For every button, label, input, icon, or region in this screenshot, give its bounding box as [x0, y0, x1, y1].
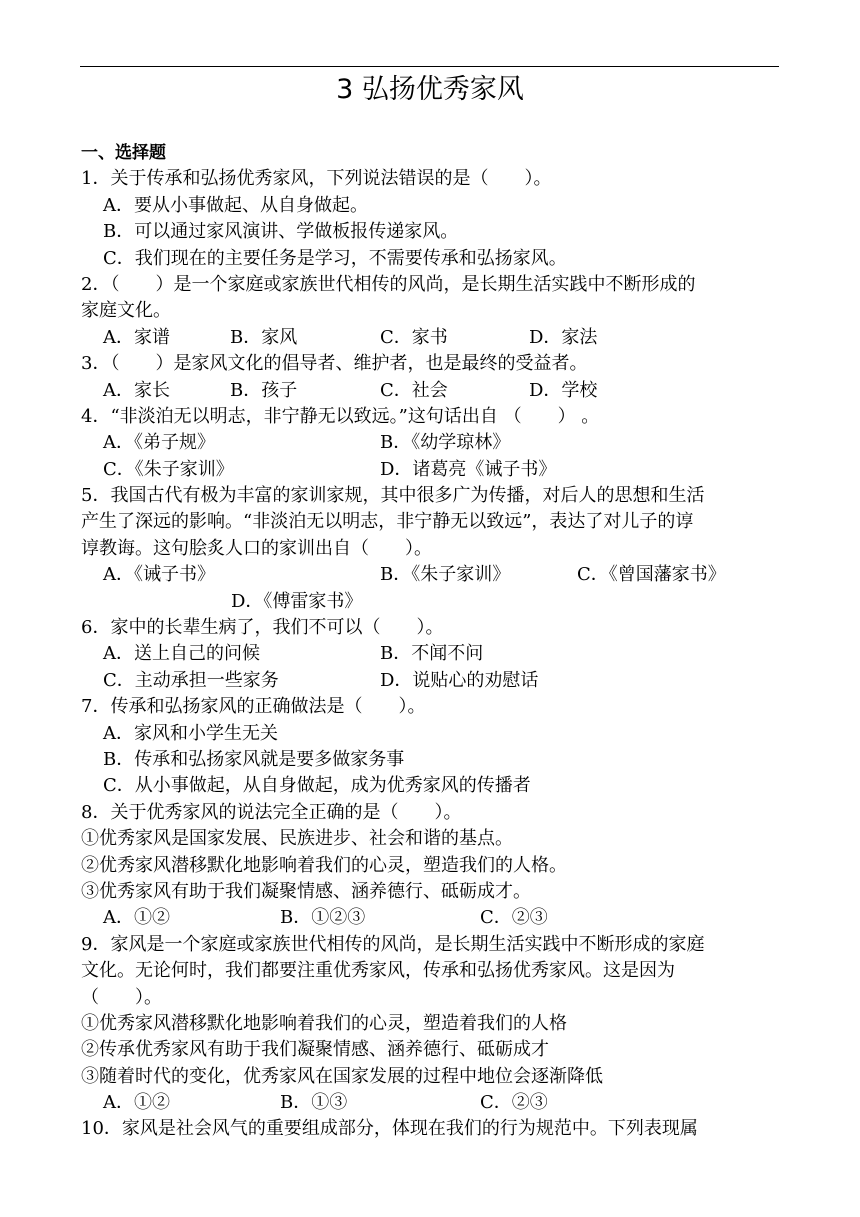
question-5-options-row-2 — [81, 589, 781, 615]
question-9-option-c: C．②③ — [480, 1092, 548, 1114]
question-2-stem-line-1: 2．（ ）是一个家庭或家族世代相传的风尚，是长期生活实践中不断形成的 — [81, 273, 696, 295]
section-title: 一、选择题 — [81, 143, 166, 163]
question-7-option-a: A．家风和小学生无关 — [103, 722, 278, 744]
question-2-option-d: D．家法 — [529, 326, 598, 348]
question-5-stem-line-3: 谆教诲。这句脍炙人口的家训出自（ ）。 — [81, 537, 432, 559]
question-9-stem-line-3: （ ）。 — [81, 986, 162, 1008]
question-3-option-a: A．家长 — [103, 379, 170, 401]
page-title: 3 弘扬优秀家风 — [336, 74, 524, 105]
question-3-option-c: C．社会 — [380, 379, 448, 401]
question-8-option-c: C．②③ — [480, 907, 548, 929]
question-5-option-d: D．《傅雷家书》 — [231, 590, 363, 612]
question-6-stem: 6．家中的长辈生病了，我们不可以（ ）。 — [81, 617, 444, 639]
question-8-option-b: B．①②③ — [280, 907, 366, 929]
question-3-option-b: B．孩子 — [230, 379, 298, 401]
question-5-option-b: B．《朱子家训》 — [380, 564, 511, 586]
question-8-stem: 8．关于优秀家风的说法完全正确的是（ ）。 — [81, 801, 462, 823]
question-4-options-row-2 — [81, 457, 781, 483]
question-1-option-b: B．可以通过家风演讲、学做板报传递家风。 — [103, 221, 459, 243]
question-3-option-d: D．学校 — [529, 379, 598, 401]
question-4-option-a: A．《弟子规》 — [103, 432, 215, 454]
question-9-options — [81, 1090, 781, 1116]
question-8-statement-2: ②优秀家风潜移默化地影响着我们的心灵，塑造我们的人格。 — [81, 854, 567, 876]
question-4-stem: 4．“非淡泊无以明志，非宁静无以致远。”这句话出自 （ ） 。 — [81, 405, 600, 427]
question-6-option-b: B．不闻不问 — [380, 643, 484, 665]
question-7-option-b: B．传承和弘扬家风就是要多做家务事 — [103, 748, 405, 770]
question-8-statement-3: ③优秀家风有助于我们凝聚情感、涵养德行、砥砺成才。 — [81, 880, 531, 902]
question-5-option-a: A．《诫子书》 — [103, 564, 215, 586]
question-1-option-c: C．我们现在的主要任务是学习，不需要传承和弘扬家风。 — [103, 247, 567, 269]
question-7-option-c: C．从小事做起，从自身做起，成为优秀家风的传播者 — [103, 775, 531, 797]
question-list — [81, 140, 781, 1143]
question-5-option-c: C．《曾国藩家书》 — [577, 564, 726, 586]
question-4-option-b: B．《幼学琼林》 — [380, 432, 511, 454]
question-5-stem-line-2: 产生了深远的影响。“非淡泊无以明志，非宁静无以致远”，表达了对儿子的谆 — [81, 511, 694, 533]
question-4-option-c: C．《朱子家训》 — [103, 458, 234, 480]
question-6-options-row-2 — [81, 668, 781, 694]
question-9-option-b: B．①③ — [280, 1092, 348, 1114]
question-3-stem: 3．（ ）是家风文化的倡导者、维护者，也是最终的受益者。 — [81, 353, 588, 375]
question-3-options — [81, 378, 781, 404]
question-7-stem: 7．传承和弘扬家风的正确做法是（ ）。 — [81, 696, 426, 718]
question-2-option-c: C．家书 — [380, 326, 448, 348]
question-2-option-a: A．家谱 — [103, 326, 170, 348]
question-8-option-a: A．①② — [103, 907, 170, 929]
question-9-stem-line-1: 9．家风是一个家庭或家族世代相传的风尚，是长期生活实践中不断形成的家庭 — [81, 933, 705, 955]
question-9-option-a: A．①② — [103, 1092, 170, 1114]
question-9-statement-2: ②传承优秀家风有助于我们凝聚情感、涵养德行、砥砺成才 — [81, 1039, 549, 1061]
question-9-stem-line-2: 文化。无论何时，我们都要注重优秀家风，传承和弘扬优秀家风。这是因为 — [81, 960, 675, 982]
question-6-options-row-1 — [81, 641, 781, 667]
question-5-stem-line-1: 5．我国古代有极为丰富的家训家规，其中很多广为传播，对后人的思想和生活 — [81, 485, 705, 507]
question-2-stem-line-2: 家庭文化。 — [81, 300, 171, 322]
question-4-option-d: D．诸葛亮《诫子书》 — [380, 458, 557, 480]
question-1-option-a: A．要从小事做起、从自身做起。 — [103, 194, 368, 216]
question-8-options — [81, 905, 781, 931]
question-9-statement-1: ①优秀家风潜移默化地影响着我们的心灵，塑造着我们的人格 — [81, 1012, 567, 1034]
question-6-option-c: C．主动承担一些家务 — [103, 669, 279, 691]
header-rule — [80, 66, 779, 67]
question-9-statement-3: ③随着时代的变化，优秀家风在国家发展的过程中地位会逐渐降低 — [81, 1065, 603, 1087]
question-6-option-a: A．送上自己的问候 — [103, 643, 260, 665]
question-2-options — [81, 325, 781, 351]
question-2-option-b: B．家风 — [230, 326, 298, 348]
question-8-statement-1: ①优秀家风是国家发展、民族进步、社会和谐的基点。 — [81, 828, 513, 850]
question-10-stem: 10．家风是社会风气的重要组成部分，体现在我们的行为规范中。下列表现属 — [81, 1118, 698, 1140]
question-4-options-row-1 — [81, 430, 781, 456]
question-1-stem: 1．关于传承和弘扬优秀家风，下列说法错误的是（ ）。 — [81, 168, 552, 190]
question-6-option-d: D．说贴心的劝慰话 — [380, 669, 539, 691]
question-5-options-row-1 — [81, 562, 781, 588]
